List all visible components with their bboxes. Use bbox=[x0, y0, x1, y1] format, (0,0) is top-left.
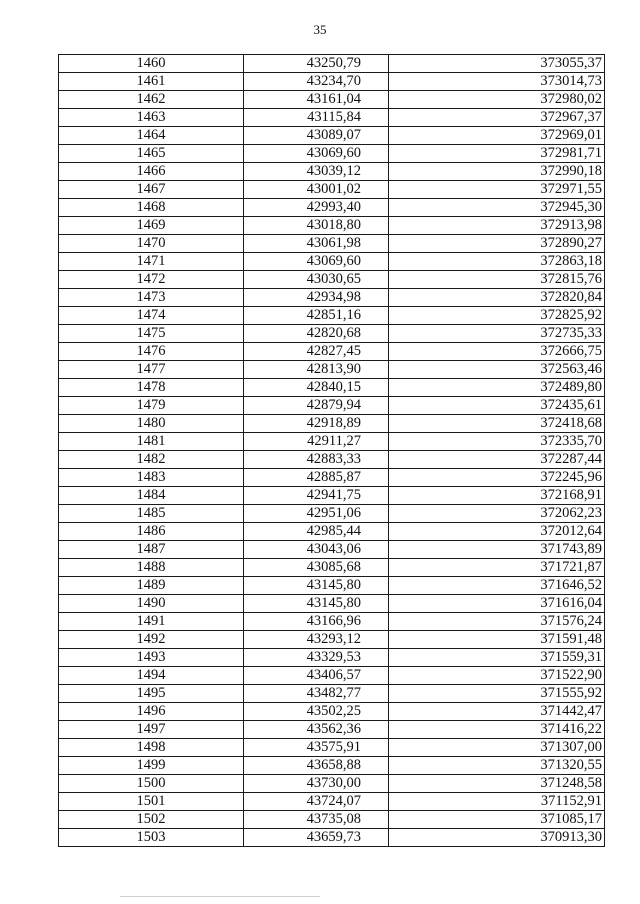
page-number: 35 bbox=[313, 22, 327, 37]
table-row bbox=[59, 505, 605, 523]
x-coordinate-cell: 43502,25 bbox=[244, 703, 389, 721]
table-row bbox=[59, 595, 605, 613]
point-number-cell: 1485 bbox=[59, 505, 244, 523]
point-number-cell: 1496 bbox=[59, 703, 244, 721]
x-coordinate-cell: 43329,53 bbox=[244, 649, 389, 667]
table-row bbox=[59, 559, 605, 577]
x-coordinate-cell: 43089,07 bbox=[244, 127, 389, 145]
y-coordinate-cell: 372168,91 bbox=[389, 487, 605, 505]
y-coordinate-cell: 372825,92 bbox=[389, 307, 605, 325]
point-number-cell: 1491 bbox=[59, 613, 244, 631]
x-coordinate-cell: 43043,06 bbox=[244, 541, 389, 559]
x-coordinate-cell: 43406,57 bbox=[244, 667, 389, 685]
x-coordinate-cell: 42885,87 bbox=[244, 469, 389, 487]
table-row bbox=[59, 829, 605, 847]
x-coordinate-cell: 43562,36 bbox=[244, 721, 389, 739]
table-row bbox=[59, 289, 605, 307]
table-row bbox=[59, 343, 605, 361]
point-number-cell: 1490 bbox=[59, 595, 244, 613]
point-number-cell: 1479 bbox=[59, 397, 244, 415]
table-row bbox=[59, 721, 605, 739]
table-row bbox=[59, 793, 605, 811]
x-coordinate-cell: 42840,15 bbox=[244, 379, 389, 397]
x-coordinate-cell: 43085,68 bbox=[244, 559, 389, 577]
x-coordinate-cell: 43161,04 bbox=[244, 91, 389, 109]
y-coordinate-cell: 372666,75 bbox=[389, 343, 605, 361]
y-coordinate-cell: 372012,64 bbox=[389, 523, 605, 541]
point-number-cell: 1464 bbox=[59, 127, 244, 145]
table-row bbox=[59, 631, 605, 649]
point-number-cell: 1498 bbox=[59, 739, 244, 757]
table-row bbox=[59, 469, 605, 487]
x-coordinate-cell: 43018,80 bbox=[244, 217, 389, 235]
y-coordinate-cell: 372245,96 bbox=[389, 469, 605, 487]
table-row bbox=[59, 235, 605, 253]
x-coordinate-cell: 42911,27 bbox=[244, 433, 389, 451]
x-coordinate-cell: 43724,07 bbox=[244, 793, 389, 811]
table-row bbox=[59, 451, 605, 469]
table-row bbox=[59, 577, 605, 595]
point-number-cell: 1475 bbox=[59, 325, 244, 343]
x-coordinate-cell: 42820,68 bbox=[244, 325, 389, 343]
point-number-cell: 1465 bbox=[59, 145, 244, 163]
table-row bbox=[59, 253, 605, 271]
point-number-cell: 1469 bbox=[59, 217, 244, 235]
x-coordinate-cell: 43061,98 bbox=[244, 235, 389, 253]
y-coordinate-cell: 372980,02 bbox=[389, 91, 605, 109]
table-row bbox=[59, 73, 605, 91]
y-coordinate-cell: 371646,52 bbox=[389, 577, 605, 595]
table-row bbox=[59, 811, 605, 829]
y-coordinate-cell: 372890,27 bbox=[389, 235, 605, 253]
y-coordinate-cell: 372435,61 bbox=[389, 397, 605, 415]
point-number-cell: 1460 bbox=[59, 55, 244, 73]
y-coordinate-cell: 371442,47 bbox=[389, 703, 605, 721]
y-coordinate-cell: 372489,80 bbox=[389, 379, 605, 397]
y-coordinate-cell: 372287,44 bbox=[389, 451, 605, 469]
table-row bbox=[59, 55, 605, 73]
x-coordinate-cell: 43145,80 bbox=[244, 595, 389, 613]
point-number-cell: 1472 bbox=[59, 271, 244, 289]
point-number-cell: 1501 bbox=[59, 793, 244, 811]
x-coordinate-cell: 42934,98 bbox=[244, 289, 389, 307]
table-row bbox=[59, 703, 605, 721]
x-coordinate-cell: 42813,90 bbox=[244, 361, 389, 379]
y-coordinate-cell: 372981,71 bbox=[389, 145, 605, 163]
point-number-cell: 1484 bbox=[59, 487, 244, 505]
point-number-cell: 1467 bbox=[59, 181, 244, 199]
table-row bbox=[59, 739, 605, 757]
y-coordinate-cell: 372062,23 bbox=[389, 505, 605, 523]
x-coordinate-cell: 42951,06 bbox=[244, 505, 389, 523]
y-coordinate-cell: 371522,90 bbox=[389, 667, 605, 685]
y-coordinate-cell: 372990,18 bbox=[389, 163, 605, 181]
table-row bbox=[59, 757, 605, 775]
y-coordinate-cell: 371307,00 bbox=[389, 739, 605, 757]
point-number-cell: 1466 bbox=[59, 163, 244, 181]
y-coordinate-cell: 371616,04 bbox=[389, 595, 605, 613]
table-row bbox=[59, 217, 605, 235]
y-coordinate-cell: 372913,98 bbox=[389, 217, 605, 235]
x-coordinate-cell: 42941,75 bbox=[244, 487, 389, 505]
point-number-cell: 1462 bbox=[59, 91, 244, 109]
y-coordinate-cell: 372563,46 bbox=[389, 361, 605, 379]
point-number-cell: 1500 bbox=[59, 775, 244, 793]
x-coordinate-cell: 43659,73 bbox=[244, 829, 389, 847]
point-number-cell: 1503 bbox=[59, 829, 244, 847]
table-row bbox=[59, 145, 605, 163]
y-coordinate-cell: 372735,33 bbox=[389, 325, 605, 343]
y-coordinate-cell: 371591,48 bbox=[389, 631, 605, 649]
point-number-cell: 1468 bbox=[59, 199, 244, 217]
point-number-cell: 1499 bbox=[59, 757, 244, 775]
point-number-cell: 1497 bbox=[59, 721, 244, 739]
point-number-cell: 1492 bbox=[59, 631, 244, 649]
point-number-cell: 1488 bbox=[59, 559, 244, 577]
y-coordinate-cell: 372971,55 bbox=[389, 181, 605, 199]
x-coordinate-cell: 43730,00 bbox=[244, 775, 389, 793]
bottom-rule bbox=[120, 896, 320, 897]
point-number-cell: 1487 bbox=[59, 541, 244, 559]
x-coordinate-cell: 43735,08 bbox=[244, 811, 389, 829]
table-row bbox=[59, 775, 605, 793]
table-row bbox=[59, 379, 605, 397]
y-coordinate-cell: 372945,30 bbox=[389, 199, 605, 217]
y-coordinate-cell: 371248,58 bbox=[389, 775, 605, 793]
y-coordinate-cell: 371576,24 bbox=[389, 613, 605, 631]
point-number-cell: 1461 bbox=[59, 73, 244, 91]
table-row bbox=[59, 415, 605, 433]
table-row bbox=[59, 361, 605, 379]
y-coordinate-cell: 371320,55 bbox=[389, 757, 605, 775]
table-row bbox=[59, 685, 605, 703]
x-coordinate-cell: 42879,94 bbox=[244, 397, 389, 415]
x-coordinate-cell: 43039,12 bbox=[244, 163, 389, 181]
point-number-cell: 1486 bbox=[59, 523, 244, 541]
point-number-cell: 1470 bbox=[59, 235, 244, 253]
x-coordinate-cell: 42851,16 bbox=[244, 307, 389, 325]
x-coordinate-cell: 42918,89 bbox=[244, 415, 389, 433]
x-coordinate-cell: 43293,12 bbox=[244, 631, 389, 649]
point-number-cell: 1494 bbox=[59, 667, 244, 685]
x-coordinate-cell: 43069,60 bbox=[244, 145, 389, 163]
point-number-cell: 1481 bbox=[59, 433, 244, 451]
coordinates-table bbox=[58, 54, 605, 847]
point-number-cell: 1480 bbox=[59, 415, 244, 433]
point-number-cell: 1489 bbox=[59, 577, 244, 595]
x-coordinate-cell: 43001,02 bbox=[244, 181, 389, 199]
table-row bbox=[59, 523, 605, 541]
table-row bbox=[59, 487, 605, 505]
table-row bbox=[59, 649, 605, 667]
table-row bbox=[59, 163, 605, 181]
y-coordinate-cell: 371559,31 bbox=[389, 649, 605, 667]
table-row bbox=[59, 109, 605, 127]
table-row bbox=[59, 433, 605, 451]
x-coordinate-cell: 43115,84 bbox=[244, 109, 389, 127]
y-coordinate-cell: 371721,87 bbox=[389, 559, 605, 577]
table-row bbox=[59, 325, 605, 343]
table-row bbox=[59, 397, 605, 415]
x-coordinate-cell: 43145,80 bbox=[244, 577, 389, 595]
x-coordinate-cell: 42985,44 bbox=[244, 523, 389, 541]
table-row bbox=[59, 613, 605, 631]
point-number-cell: 1502 bbox=[59, 811, 244, 829]
x-coordinate-cell: 43166,96 bbox=[244, 613, 389, 631]
x-coordinate-cell: 43482,77 bbox=[244, 685, 389, 703]
y-coordinate-cell: 372418,68 bbox=[389, 415, 605, 433]
y-coordinate-cell: 371555,92 bbox=[389, 685, 605, 703]
table-row bbox=[59, 181, 605, 199]
y-coordinate-cell: 372815,76 bbox=[389, 271, 605, 289]
y-coordinate-cell: 372335,70 bbox=[389, 433, 605, 451]
x-coordinate-cell: 42883,33 bbox=[244, 451, 389, 469]
table-row bbox=[59, 307, 605, 325]
table-row bbox=[59, 91, 605, 109]
table-body bbox=[59, 55, 605, 847]
table-row bbox=[59, 199, 605, 217]
point-number-cell: 1477 bbox=[59, 361, 244, 379]
x-coordinate-cell: 42993,40 bbox=[244, 199, 389, 217]
point-number-cell: 1463 bbox=[59, 109, 244, 127]
table-row bbox=[59, 271, 605, 289]
x-coordinate-cell: 43234,70 bbox=[244, 73, 389, 91]
x-coordinate-cell: 43658,88 bbox=[244, 757, 389, 775]
point-number-cell: 1473 bbox=[59, 289, 244, 307]
y-coordinate-cell: 372863,18 bbox=[389, 253, 605, 271]
y-coordinate-cell: 371743,89 bbox=[389, 541, 605, 559]
x-coordinate-cell: 42827,45 bbox=[244, 343, 389, 361]
y-coordinate-cell: 371416,22 bbox=[389, 721, 605, 739]
point-number-cell: 1493 bbox=[59, 649, 244, 667]
y-coordinate-cell: 371152,91 bbox=[389, 793, 605, 811]
x-coordinate-cell: 43069,60 bbox=[244, 253, 389, 271]
table-row bbox=[59, 541, 605, 559]
x-coordinate-cell: 43250,79 bbox=[244, 55, 389, 73]
y-coordinate-cell: 370913,30 bbox=[389, 829, 605, 847]
point-number-cell: 1478 bbox=[59, 379, 244, 397]
point-number-cell: 1474 bbox=[59, 307, 244, 325]
y-coordinate-cell: 372820,84 bbox=[389, 289, 605, 307]
point-number-cell: 1483 bbox=[59, 469, 244, 487]
y-coordinate-cell: 372969,01 bbox=[389, 127, 605, 145]
y-coordinate-cell: 373014,73 bbox=[389, 73, 605, 91]
point-number-cell: 1471 bbox=[59, 253, 244, 271]
point-number-cell: 1476 bbox=[59, 343, 244, 361]
x-coordinate-cell: 43030,65 bbox=[244, 271, 389, 289]
point-number-cell: 1482 bbox=[59, 451, 244, 469]
y-coordinate-cell: 373055,37 bbox=[389, 55, 605, 73]
table-row bbox=[59, 127, 605, 145]
y-coordinate-cell: 372967,37 bbox=[389, 109, 605, 127]
point-number-cell: 1495 bbox=[59, 685, 244, 703]
x-coordinate-cell: 43575,91 bbox=[244, 739, 389, 757]
table-row bbox=[59, 667, 605, 685]
y-coordinate-cell: 371085,17 bbox=[389, 811, 605, 829]
